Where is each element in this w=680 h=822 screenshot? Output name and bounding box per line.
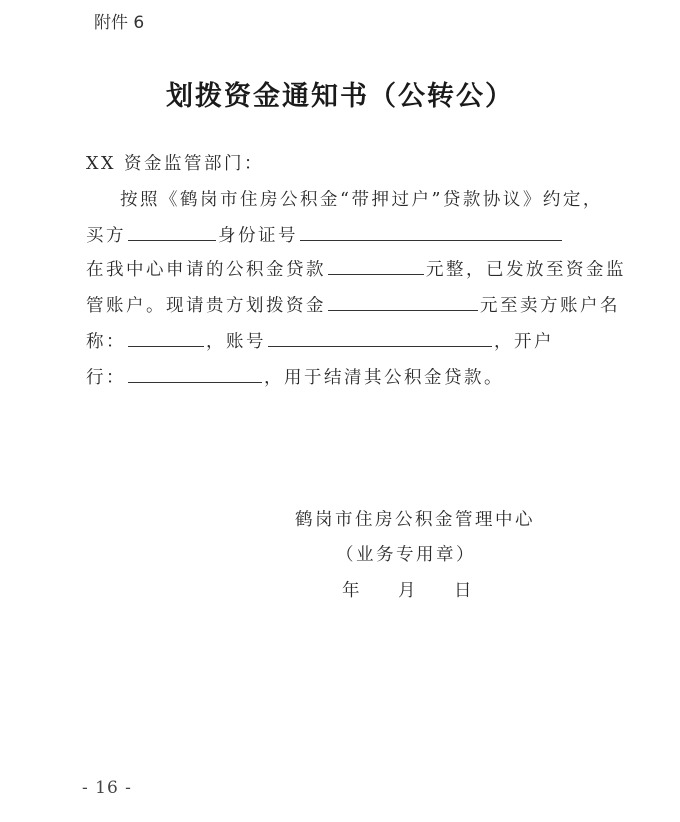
closing-text: ，用于结清其公积金贷款。 (264, 368, 504, 388)
date-year: 年 (342, 581, 362, 601)
account-number-blank (268, 330, 492, 347)
account-name-label: 称： (86, 332, 126, 352)
date-line (342, 577, 474, 602)
signature-seal: （业务专用章） (336, 545, 476, 565)
buyer-blank (128, 224, 216, 241)
body-line-4 (86, 292, 620, 317)
bank-prefix: 行： (86, 368, 126, 388)
bank-blank (128, 366, 262, 383)
document-title: 划拨资金通知书（公转公） (166, 81, 514, 112)
transfer-amount-label: 管账户。现请贵方划拨资金 (86, 296, 326, 316)
date-month: 月 (398, 581, 418, 601)
loan-amount-label: 在我中心申请的公积金贷款 (86, 260, 326, 280)
transfer-amount-suffix: 元至卖方账户名 (480, 296, 620, 316)
loan-amount-suffix: 元整，已发放至资金监 (426, 260, 626, 280)
account-number-label: ，账号 (206, 332, 266, 352)
transfer-amount-blank (328, 294, 478, 311)
body-line-6 (86, 364, 504, 389)
loan-amount-blank (328, 258, 424, 275)
body-line-1: 按照《鹤岗市住房公积金“带押过户”贷款协议》约定， (120, 190, 603, 210)
attachment-label: 附件 6 (94, 13, 145, 33)
body-line-2 (86, 222, 564, 247)
buyer-label: 买方 (86, 226, 126, 246)
id-number-blank (300, 224, 562, 241)
page-number: - 16 - (82, 778, 132, 798)
account-name-blank (128, 330, 204, 347)
id-number-label: 身份证号 (218, 226, 298, 246)
body-line-5 (86, 328, 554, 353)
body-line-3 (86, 256, 626, 281)
date-day: 日 (454, 581, 474, 601)
signature-org: 鹤岗市住房公积金管理中心 (295, 510, 535, 530)
bank-label: ，开户 (494, 332, 554, 352)
recipient-line: XX 资金监管部门： (86, 154, 264, 174)
